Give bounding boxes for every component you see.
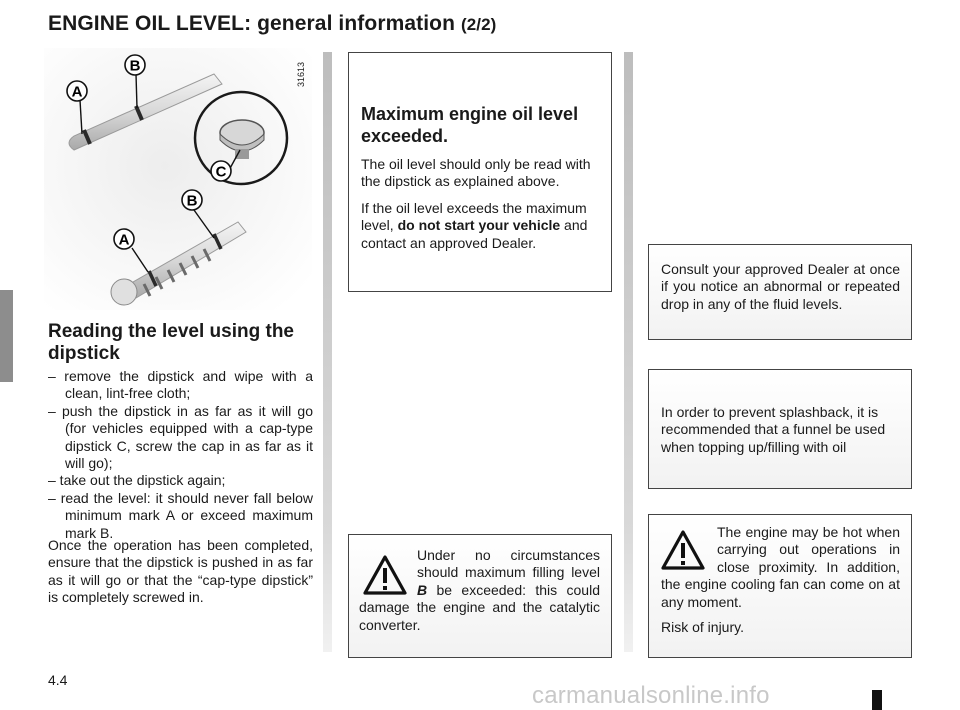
watermark: carmanualsonline.info bbox=[532, 682, 770, 709]
hot-engine-warning-box bbox=[648, 514, 912, 658]
max-level-p2-bold: do not start your vehicle bbox=[397, 217, 561, 234]
filling-mark: B bbox=[417, 581, 428, 598]
dealer-note-box bbox=[648, 244, 912, 340]
section-tab bbox=[0, 290, 13, 382]
step-item: – push the dipstick in as far as it will go (for vehicles equipped with a cap-type dipstick C, screw the cap in as far as it will go); bbox=[48, 402, 313, 472]
filling-text-end: be exceeded: this could damage the engine and the catalytic converter. bbox=[359, 581, 600, 633]
max-level-p2 bbox=[361, 200, 600, 252]
warning-triangle-icon bbox=[661, 530, 705, 570]
title-part: (2/2) bbox=[460, 15, 497, 34]
label-b-bottom: B bbox=[186, 192, 198, 210]
max-level-p2-text: If the oil level exceeds the maximum level, bbox=[361, 199, 587, 234]
dipstick-illustration bbox=[44, 48, 312, 310]
filling-text-start: Under no circumstances should maximum filling level bbox=[417, 547, 600, 581]
page-number: 4.4 bbox=[48, 672, 68, 688]
label-a-top: A bbox=[71, 83, 83, 101]
reading-steps bbox=[48, 368, 313, 542]
hot-engine-text: The engine may be hot when carrying out operations in close proximity. In addition, the engine cooling fan can come on at any moment. bbox=[661, 524, 900, 610]
max-level-box bbox=[348, 52, 612, 292]
funnel-note-text: In order to prevent splashback, it is recommended that a funnel be used when topping up/filling with oil bbox=[661, 404, 886, 455]
page-marker bbox=[872, 690, 882, 710]
label-c: C bbox=[215, 163, 227, 181]
max-level-heading: Maximum engine oil level exceeded. bbox=[361, 104, 579, 146]
max-level-p2-text-end: and contact an approved Dealer. bbox=[361, 217, 588, 251]
funnel-note-box bbox=[648, 369, 912, 489]
page-title bbox=[48, 12, 496, 36]
risk-text: Risk of injury. bbox=[661, 619, 744, 636]
step-item: – read the level: it should never fall below minimum mark A or exceed maximum mark B. bbox=[48, 489, 313, 541]
reading-heading: Reading the level using the dipstick bbox=[48, 321, 294, 364]
figure-code: 31613 bbox=[296, 62, 306, 88]
warning-triangle-icon bbox=[363, 555, 407, 595]
title-text: ENGINE OIL LEVEL: general information bbox=[48, 12, 456, 35]
label-b-top: B bbox=[129, 57, 141, 75]
filling-warning-box bbox=[348, 534, 612, 658]
column-divider-2 bbox=[624, 52, 633, 652]
step-item: – take out the dipstick again; bbox=[48, 472, 226, 489]
step-item: – remove the dipstick and wipe with a clean, lint-free cloth; bbox=[48, 368, 313, 402]
closing-paragraph: Once the operation has been completed, ensure that the dipstick is pushed in as far as it will go or that the “cap-type dipstick” is completely screwed in. bbox=[48, 537, 313, 606]
label-a-bottom: A bbox=[118, 231, 130, 249]
dealer-note-text: Consult your approved Dealer at once if you notice an abnormal or repeated drop in any of the fluid levels. bbox=[661, 261, 900, 312]
max-level-p1: The oil level should only be read with the dipstick as explained above. bbox=[361, 156, 591, 190]
